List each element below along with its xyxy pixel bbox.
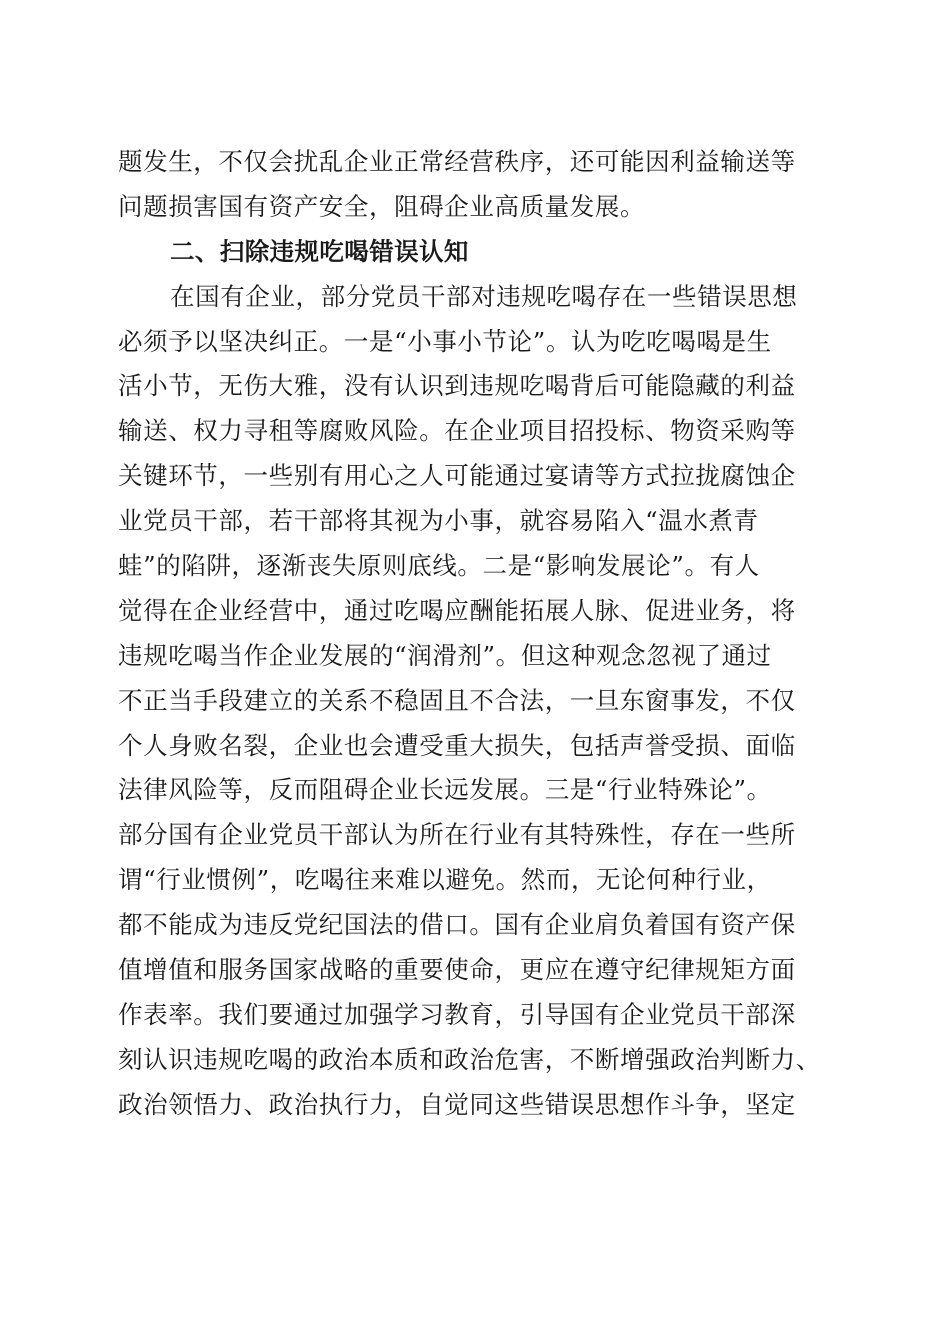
text-line: 个人身败名裂，企业也会遭受重大损失，包括声誉受损、面临: [118, 730, 796, 760]
text-line: 不正当手段建立的关系不稳固且不合法，一旦东窗事发，不仅: [118, 685, 796, 715]
text-line: 法律风险等，反而阻碍企业长远发展。三是“行业特殊论”。: [118, 775, 772, 805]
text-line: 刻认识违规吃喝的政治本质和政治危害，不断增强政治判断力、: [118, 1044, 821, 1074]
text-line: 蛙”的陷阱，逐渐丧失原则底线。二是“影响发展论”。有人: [118, 551, 760, 581]
text-line: 活小节，无伤大雅，没有认识到违规吃喝背后可能隐藏的利益: [118, 371, 796, 401]
text-line: 值增值和服务国家战略的重要使命，更应在遵守纪律规矩方面: [118, 955, 796, 985]
body-text: [118, 140, 838, 1128]
paragraph-first-line: 在国有企业，部分党员干部对违规吃喝存在一些错误思想: [170, 281, 798, 311]
section-heading: 二、扫除违规吃喝错误认知: [170, 236, 469, 266]
text-line: 都不能成为违反党纪国法的借口。国有企业肩负着国有资产保: [118, 910, 796, 940]
text-line: 政治领悟力、政治执行力，自觉同这些错误思想作斗争，坚定: [118, 1089, 796, 1119]
text-line: 部分国有企业党员干部认为所在行业有其特殊性，存在一些所: [118, 820, 796, 850]
text-line: 作表率。我们要通过加强学习教育，引导国有企业党员干部深: [118, 999, 796, 1029]
text-line: 题发生，不仅会扰乱企业正常经营秩序，还可能因利益输送等: [118, 147, 796, 176]
text-line: 问题损害国有资产安全，阻碍企业高质量发展。: [118, 191, 646, 221]
text-line: 业党员干部，若干部将其视为小事，就容易陷入“温水煮青: [118, 506, 759, 536]
text-line: 违规吃喝当作企业发展的“润滑剂”。但这种观念忽视了通过: [118, 640, 772, 670]
text-line: 关键环节，一些别有用心之人可能通过宴请等方式拉拢腐蚀企: [118, 461, 796, 491]
text-line: 必须予以坚决纠正。一是“小事小节论”。认为吃吃喝喝是生: [118, 326, 772, 356]
text-line: 觉得在企业经营中，通过吃喝应酬能拓展人脉、促进业务，将: [118, 595, 796, 625]
text-line: 输送、权力寻租等腐败风险。在企业项目招投标、物资采购等: [118, 416, 796, 446]
text-line: 谓“行业惯例”，吃喝往来难以避免。然而，无论何种行业，: [118, 865, 772, 895]
